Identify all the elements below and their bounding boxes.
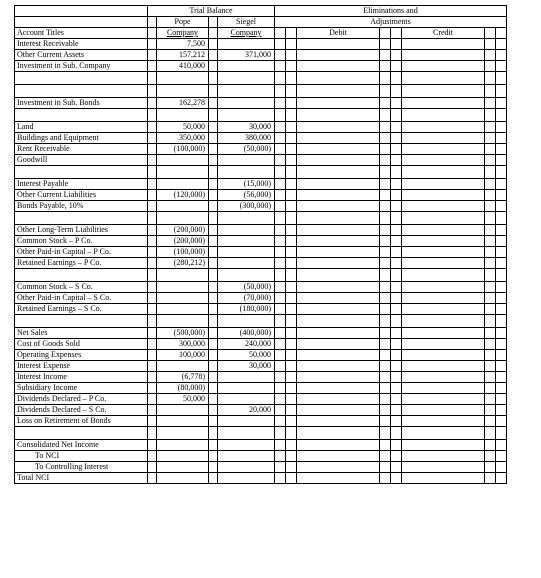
credit-amount — [402, 50, 485, 61]
pope-amount: (100,000) — [157, 144, 209, 155]
siegel-amount — [218, 236, 275, 247]
credit-amount — [402, 350, 485, 361]
account-row — [15, 98, 507, 109]
siegel-amount — [218, 416, 275, 427]
siegel-amount — [218, 247, 275, 258]
siegel-amount: 30,000 — [218, 122, 275, 133]
debit-amount — [297, 339, 380, 350]
account-row — [15, 155, 507, 166]
pope-amount — [157, 72, 209, 85]
credit-amount — [402, 372, 485, 383]
account-row — [15, 339, 507, 350]
siegel-amount: 240,000 — [218, 339, 275, 350]
pope-amount — [157, 462, 209, 473]
account-title — [15, 85, 148, 98]
account-title: Other Current Assets — [15, 50, 148, 61]
credit-amount — [402, 405, 485, 416]
trial-balance-header: Trial Balance — [148, 6, 275, 17]
credit-amount — [402, 179, 485, 190]
account-title: Interest Expense — [15, 361, 148, 372]
credit-amount — [402, 394, 485, 405]
account-row — [15, 225, 507, 236]
credit-amount — [402, 225, 485, 236]
credit-amount — [402, 304, 485, 315]
debit-amount — [297, 61, 380, 72]
siegel-amount: (56,000) — [218, 190, 275, 201]
credit-amount — [402, 155, 485, 166]
credit-amount — [402, 258, 485, 269]
siegel-amount — [218, 98, 275, 109]
pope-amount — [157, 155, 209, 166]
account-title — [15, 72, 148, 85]
siegel-header: Siegel — [218, 17, 275, 28]
pope-amount: (280,212) — [157, 258, 209, 269]
debit-amount — [297, 166, 380, 179]
pope-amount: 300,000 — [157, 339, 209, 350]
credit-amount — [402, 166, 485, 179]
siegel-amount: (50,000) — [218, 282, 275, 293]
account-titles-header: Account Titles — [15, 28, 148, 39]
account-title: Operating Expenses — [15, 350, 148, 361]
siegel-amount: (300,000) — [218, 201, 275, 212]
debit-amount — [297, 109, 380, 122]
debit-amount — [297, 225, 380, 236]
credit-amount — [402, 269, 485, 282]
pope-amount — [157, 451, 209, 462]
blank-row — [15, 315, 507, 328]
account-row — [15, 361, 507, 372]
siegel-amount: 30,000 — [218, 361, 275, 372]
blank-row — [15, 109, 507, 122]
account-title: Consolidated Net Income — [15, 440, 148, 451]
siegel-amount — [218, 109, 275, 122]
account-row — [15, 440, 507, 451]
debit-amount — [297, 144, 380, 155]
debit-amount — [297, 405, 380, 416]
account-title: Retained Earnings – S Co. — [15, 304, 148, 315]
pope-amount: (120,000) — [157, 190, 209, 201]
account-title: Common Stock – S Co. — [15, 282, 148, 293]
credit-amount — [402, 282, 485, 293]
account-title — [15, 166, 148, 179]
debit-amount — [297, 258, 380, 269]
pope-amount — [157, 282, 209, 293]
siegel-amount: 50,000 — [218, 350, 275, 361]
siegel-amount — [218, 212, 275, 225]
pope-amount: (80,000) — [157, 383, 209, 394]
debit-amount — [297, 451, 380, 462]
account-row — [15, 39, 507, 50]
pope-amount — [157, 212, 209, 225]
debit-amount — [297, 155, 380, 166]
credit-amount — [402, 247, 485, 258]
worksheet-rows — [15, 39, 507, 484]
account-title — [15, 427, 148, 440]
pope-amount: 7,500 — [157, 39, 209, 50]
credit-amount — [402, 133, 485, 144]
account-row — [15, 61, 507, 72]
account-row — [15, 451, 507, 462]
siegel-amount — [218, 85, 275, 98]
siegel-amount — [218, 372, 275, 383]
debit-amount — [297, 361, 380, 372]
credit-amount — [402, 122, 485, 133]
debit-amount — [297, 462, 380, 473]
debit-amount — [297, 350, 380, 361]
credit-amount — [402, 98, 485, 109]
siegel-amount — [218, 72, 275, 85]
debit-amount — [297, 39, 380, 50]
siegel-amount: (15,000) — [218, 179, 275, 190]
debit-amount — [297, 440, 380, 451]
account-row — [15, 293, 507, 304]
pope-amount: (6,778) — [157, 372, 209, 383]
account-title: Interest Income — [15, 372, 148, 383]
siegel-amount — [218, 473, 275, 484]
pope-amount — [157, 427, 209, 440]
account-title: Bonds Payable, 10% — [15, 201, 148, 212]
debit-amount — [297, 427, 380, 440]
siegel-amount — [218, 155, 275, 166]
credit-amount — [402, 383, 485, 394]
account-row — [15, 122, 507, 133]
account-title: To NCI — [15, 451, 148, 462]
account-row — [15, 179, 507, 190]
debit-amount — [297, 201, 380, 212]
consolidation-worksheet — [14, 5, 507, 484]
siegel-amount — [218, 394, 275, 405]
account-row — [15, 304, 507, 315]
siegel-amount — [218, 427, 275, 440]
account-title: Net Sales — [15, 328, 148, 339]
debit-amount — [297, 304, 380, 315]
debit-amount — [297, 293, 380, 304]
account-row — [15, 201, 507, 212]
siegel-amount: (180,000) — [218, 304, 275, 315]
account-row — [15, 236, 507, 247]
account-row — [15, 328, 507, 339]
account-title: Other Paid-in Capital – S Co. — [15, 293, 148, 304]
account-title: Rent Receivable — [15, 144, 148, 155]
account-title: Investment in Sub. Bonds — [15, 98, 148, 109]
siegel-amount — [218, 166, 275, 179]
account-title: Common Stock – P Co. — [15, 236, 148, 247]
account-title: Interest Receivable — [15, 39, 148, 50]
account-row — [15, 144, 507, 155]
debit-amount — [297, 269, 380, 282]
credit-amount — [402, 462, 485, 473]
credit-amount — [402, 109, 485, 122]
siegel-amount: 380,000 — [218, 133, 275, 144]
credit-amount — [402, 339, 485, 350]
credit-amount — [402, 236, 485, 247]
siegel-amount — [218, 39, 275, 50]
credit-amount — [402, 190, 485, 201]
pope-amount — [157, 405, 209, 416]
credit-amount — [402, 315, 485, 328]
pope-amount — [157, 201, 209, 212]
account-title: Subsidiary Income — [15, 383, 148, 394]
account-row — [15, 133, 507, 144]
account-row — [15, 405, 507, 416]
pope-amount: (100,000) — [157, 247, 209, 258]
debit-header: Debit — [297, 28, 380, 39]
account-title: Total NCI — [15, 473, 148, 484]
account-title: Buildings and Equipment — [15, 133, 148, 144]
adjustments-header: Adjustments — [275, 17, 507, 28]
debit-amount — [297, 190, 380, 201]
credit-amount — [402, 451, 485, 462]
account-row — [15, 473, 507, 484]
account-title: Other Long-Term Liabilities — [15, 225, 148, 236]
pope-header: Pope — [157, 17, 209, 28]
credit-amount — [402, 201, 485, 212]
debit-amount — [297, 133, 380, 144]
pope-amount — [157, 85, 209, 98]
account-row — [15, 462, 507, 473]
debit-amount — [297, 122, 380, 133]
blank-row — [15, 427, 507, 440]
pope-amount — [157, 473, 209, 484]
account-title — [15, 109, 148, 122]
account-row — [15, 247, 507, 258]
account-title: Other Current Liabilities — [15, 190, 148, 201]
siegel-amount — [218, 462, 275, 473]
siegel-amount: 20,000 — [218, 405, 275, 416]
header-corner — [15, 6, 148, 17]
account-title — [15, 269, 148, 282]
debit-amount — [297, 72, 380, 85]
account-title: Cost of Goods Sold — [15, 339, 148, 350]
debit-amount — [297, 473, 380, 484]
account-title: Goodwill — [15, 155, 148, 166]
blank-row — [15, 269, 507, 282]
account-row — [15, 383, 507, 394]
siegel-amount — [218, 258, 275, 269]
pope-amount — [157, 293, 209, 304]
debit-amount — [297, 247, 380, 258]
credit-amount — [402, 72, 485, 85]
siegel-amount — [218, 451, 275, 462]
debit-amount — [297, 394, 380, 405]
pope-amount: (200,000) — [157, 236, 209, 247]
account-row — [15, 282, 507, 293]
account-row — [15, 394, 507, 405]
credit-amount — [402, 212, 485, 225]
siegel-amount: (400,000) — [218, 328, 275, 339]
pope-amount: 50,000 — [157, 394, 209, 405]
siegel-amount — [218, 61, 275, 72]
debit-amount — [297, 416, 380, 427]
blank-row — [15, 85, 507, 98]
debit-amount — [297, 383, 380, 394]
siegel-amount: 371,000 — [218, 50, 275, 61]
account-title: Loss on Retirement of Bonds — [15, 416, 148, 427]
pope-amount: 410,000 — [157, 61, 209, 72]
credit-amount — [402, 144, 485, 155]
header-spacer — [15, 17, 148, 28]
credit-amount — [402, 61, 485, 72]
pope-amount: (200,000) — [157, 225, 209, 236]
pope-company-header: Company — [157, 28, 209, 39]
credit-header: Credit — [402, 28, 485, 39]
pope-amount — [157, 304, 209, 315]
pope-amount — [157, 109, 209, 122]
debit-amount — [297, 372, 380, 383]
account-row — [15, 258, 507, 269]
credit-amount — [402, 361, 485, 372]
account-title: To Controlling Interest — [15, 462, 148, 473]
siegel-amount — [218, 269, 275, 282]
pope-amount: 162,278 — [157, 98, 209, 109]
account-title: Dividends Declared – P Co. — [15, 394, 148, 405]
pope-amount — [157, 440, 209, 451]
credit-amount — [402, 473, 485, 484]
account-row — [15, 372, 507, 383]
worksheet-header — [15, 6, 507, 39]
account-row — [15, 190, 507, 201]
siegel-amount — [218, 383, 275, 394]
pope-amount — [157, 361, 209, 372]
siegel-amount: (50,000) — [218, 144, 275, 155]
debit-amount — [297, 179, 380, 190]
credit-amount — [402, 427, 485, 440]
debit-amount — [297, 212, 380, 225]
credit-amount — [402, 440, 485, 451]
account-title: Interest Payable — [15, 179, 148, 190]
debit-amount — [297, 328, 380, 339]
siegel-company-header: Company — [218, 28, 275, 39]
pope-amount — [157, 166, 209, 179]
credit-amount — [402, 328, 485, 339]
pope-amount: 157,212 — [157, 50, 209, 61]
pope-amount: 50,000 — [157, 122, 209, 133]
pope-amount: (500,000) — [157, 328, 209, 339]
blank-row — [15, 166, 507, 179]
credit-amount — [402, 85, 485, 98]
pope-amount — [157, 315, 209, 328]
credit-amount — [402, 416, 485, 427]
account-title — [15, 212, 148, 225]
siegel-amount — [218, 440, 275, 451]
siegel-amount — [218, 225, 275, 236]
account-row — [15, 350, 507, 361]
pope-amount — [157, 269, 209, 282]
blank-row — [15, 72, 507, 85]
debit-amount — [297, 236, 380, 247]
pope-amount — [157, 416, 209, 427]
account-title: Retained Earnings – P Co. — [15, 258, 148, 269]
siegel-amount: (70,000) — [218, 293, 275, 304]
account-row — [15, 50, 507, 61]
credit-amount — [402, 39, 485, 50]
account-title: Land — [15, 122, 148, 133]
debit-amount — [297, 315, 380, 328]
debit-amount — [297, 282, 380, 293]
account-title: Dividends Declared – S Co. — [15, 405, 148, 416]
debit-amount — [297, 50, 380, 61]
account-title: Other Paid-in Capital – P Co. — [15, 247, 148, 258]
credit-amount — [402, 293, 485, 304]
debit-amount — [297, 85, 380, 98]
account-title: Investment in Sub. Company — [15, 61, 148, 72]
pope-amount: 100,000 — [157, 350, 209, 361]
pope-amount — [157, 179, 209, 190]
account-title — [15, 315, 148, 328]
debit-amount — [297, 98, 380, 109]
blank-row — [15, 212, 507, 225]
pope-amount: 350,000 — [157, 133, 209, 144]
eliminations-header: Eliminations and — [275, 6, 507, 17]
account-row — [15, 416, 507, 427]
siegel-amount — [218, 315, 275, 328]
